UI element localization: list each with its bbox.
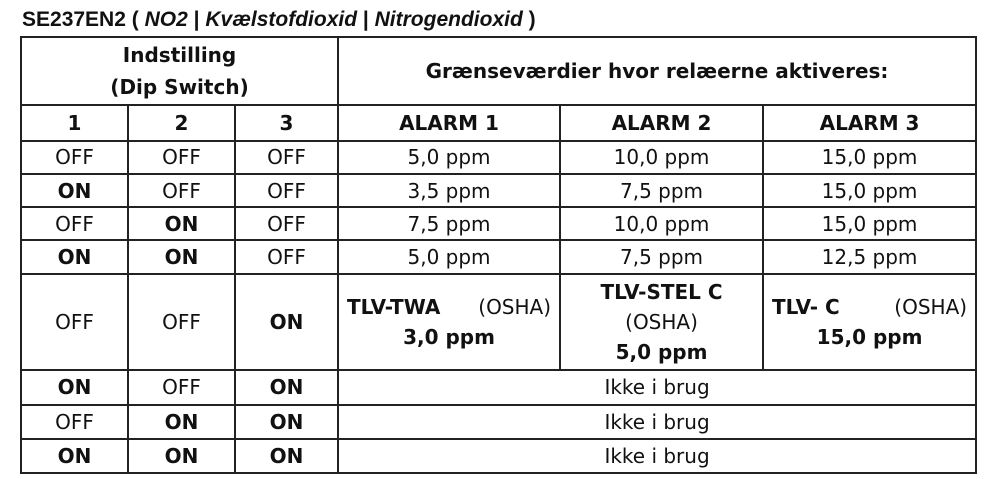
switch-cell: OFF (235, 207, 338, 240)
alarm-value-cell: 10,0 ppm (560, 141, 763, 174)
alarm-value-cell: 10,0 ppm (560, 207, 763, 240)
table-row (21, 439, 976, 473)
switch-cell: OFF (21, 207, 128, 240)
switch-cell: ON (21, 174, 128, 207)
switch-header-2: 2 (128, 105, 235, 140)
switch-cell: ON (128, 207, 235, 240)
switch-cell: ON (21, 240, 128, 273)
switch-cell: OFF (21, 405, 128, 439)
switch-cell: ON (21, 370, 128, 404)
switch-cell: OFF (128, 274, 235, 371)
switch-cell: OFF (235, 141, 338, 174)
tlv-value: 3,0 ppm (403, 324, 495, 349)
table-row (21, 370, 976, 404)
title-formula: NO2 (144, 8, 188, 31)
setting-header-line2: (Dip Switch) (110, 75, 249, 100)
switch-cell: ON (235, 274, 338, 371)
tlv-name: TLV- C (772, 294, 840, 319)
table-row-special (21, 274, 976, 371)
table-row (21, 240, 976, 273)
alarm-value-cell: 7,5 ppm (560, 240, 763, 273)
alarm-value-cell: 5,0 ppm (338, 141, 560, 174)
title-code: SE237EN2 (22, 8, 126, 31)
table-row (21, 174, 976, 207)
title-danish-name: Kvælstofdioxid (205, 8, 358, 31)
alarm-header-2: ALARM 2 (560, 105, 763, 140)
table-row (21, 405, 976, 439)
alarm-value-cell: 3,5 ppm (338, 174, 560, 207)
title-english-name: Nitrogendioxid (374, 8, 523, 31)
switch-cell: OFF (128, 370, 235, 404)
switch-cell: ON (235, 439, 338, 473)
table-row (21, 207, 976, 240)
switch-cell: ON (21, 439, 128, 473)
column-header-row (21, 105, 976, 140)
title-separator: | (193, 8, 200, 31)
alarm-value-cell: 7,5 ppm (338, 207, 560, 240)
title-close-paren: ) (528, 8, 536, 31)
switch-header-1: 1 (21, 105, 128, 140)
alarm-header-3: ALARM 3 (763, 105, 976, 140)
title-separator: | (362, 8, 369, 31)
alarm-value-cell: 15,0 ppm (763, 207, 976, 240)
switch-cell: OFF (21, 274, 128, 371)
setting-header (21, 37, 338, 105)
tlv-name: TLV-TWA (347, 294, 441, 319)
tlv-value: 5,0 ppm (615, 339, 708, 364)
not-in-use-cell: Ikke i brug (338, 439, 976, 473)
alarm-threshold-table (20, 36, 977, 474)
tlv-org: (OSHA) (478, 294, 552, 319)
switch-cell: OFF (235, 240, 338, 273)
limits-header: Grænseværdier hvor relæerne aktiveres: (338, 37, 976, 105)
switch-cell: OFF (128, 174, 235, 207)
alarm1-tlv-cell (338, 274, 560, 371)
document-title (22, 8, 536, 32)
title-open-paren: ( (131, 8, 139, 31)
switch-cell: ON (235, 405, 338, 439)
header-row (21, 37, 976, 105)
switch-cell: ON (128, 240, 235, 273)
alarm-header-1: ALARM 1 (338, 105, 560, 140)
switch-cell: OFF (128, 141, 235, 174)
switch-cell: OFF (21, 141, 128, 174)
alarm-value-cell: 5,0 ppm (338, 240, 560, 273)
tlv-value: 15,0 ppm (816, 324, 923, 349)
tlv-org: (OSHA) (894, 294, 968, 319)
alarm3-tlv-cell (763, 274, 976, 371)
not-in-use-cell: Ikke i brug (338, 370, 976, 404)
alarm-value-cell: 7,5 ppm (560, 174, 763, 207)
switch-cell: ON (128, 405, 235, 439)
alarm-value-cell: 15,0 ppm (763, 174, 976, 207)
switch-cell: ON (235, 370, 338, 404)
tlv-name: TLV-STEL C (600, 279, 723, 304)
switch-cell: OFF (235, 174, 338, 207)
table-row (21, 141, 976, 174)
setting-header-line1: Indstilling (122, 43, 237, 68)
alarm2-tlv-cell (560, 274, 763, 371)
alarm-value-cell: 15,0 ppm (763, 141, 976, 174)
not-in-use-cell: Ikke i brug (338, 405, 976, 439)
tlv-org: (OSHA) (625, 309, 698, 334)
switch-header-3: 3 (235, 105, 338, 140)
alarm-value-cell: 12,5 ppm (763, 240, 976, 273)
switch-cell: ON (128, 439, 235, 473)
